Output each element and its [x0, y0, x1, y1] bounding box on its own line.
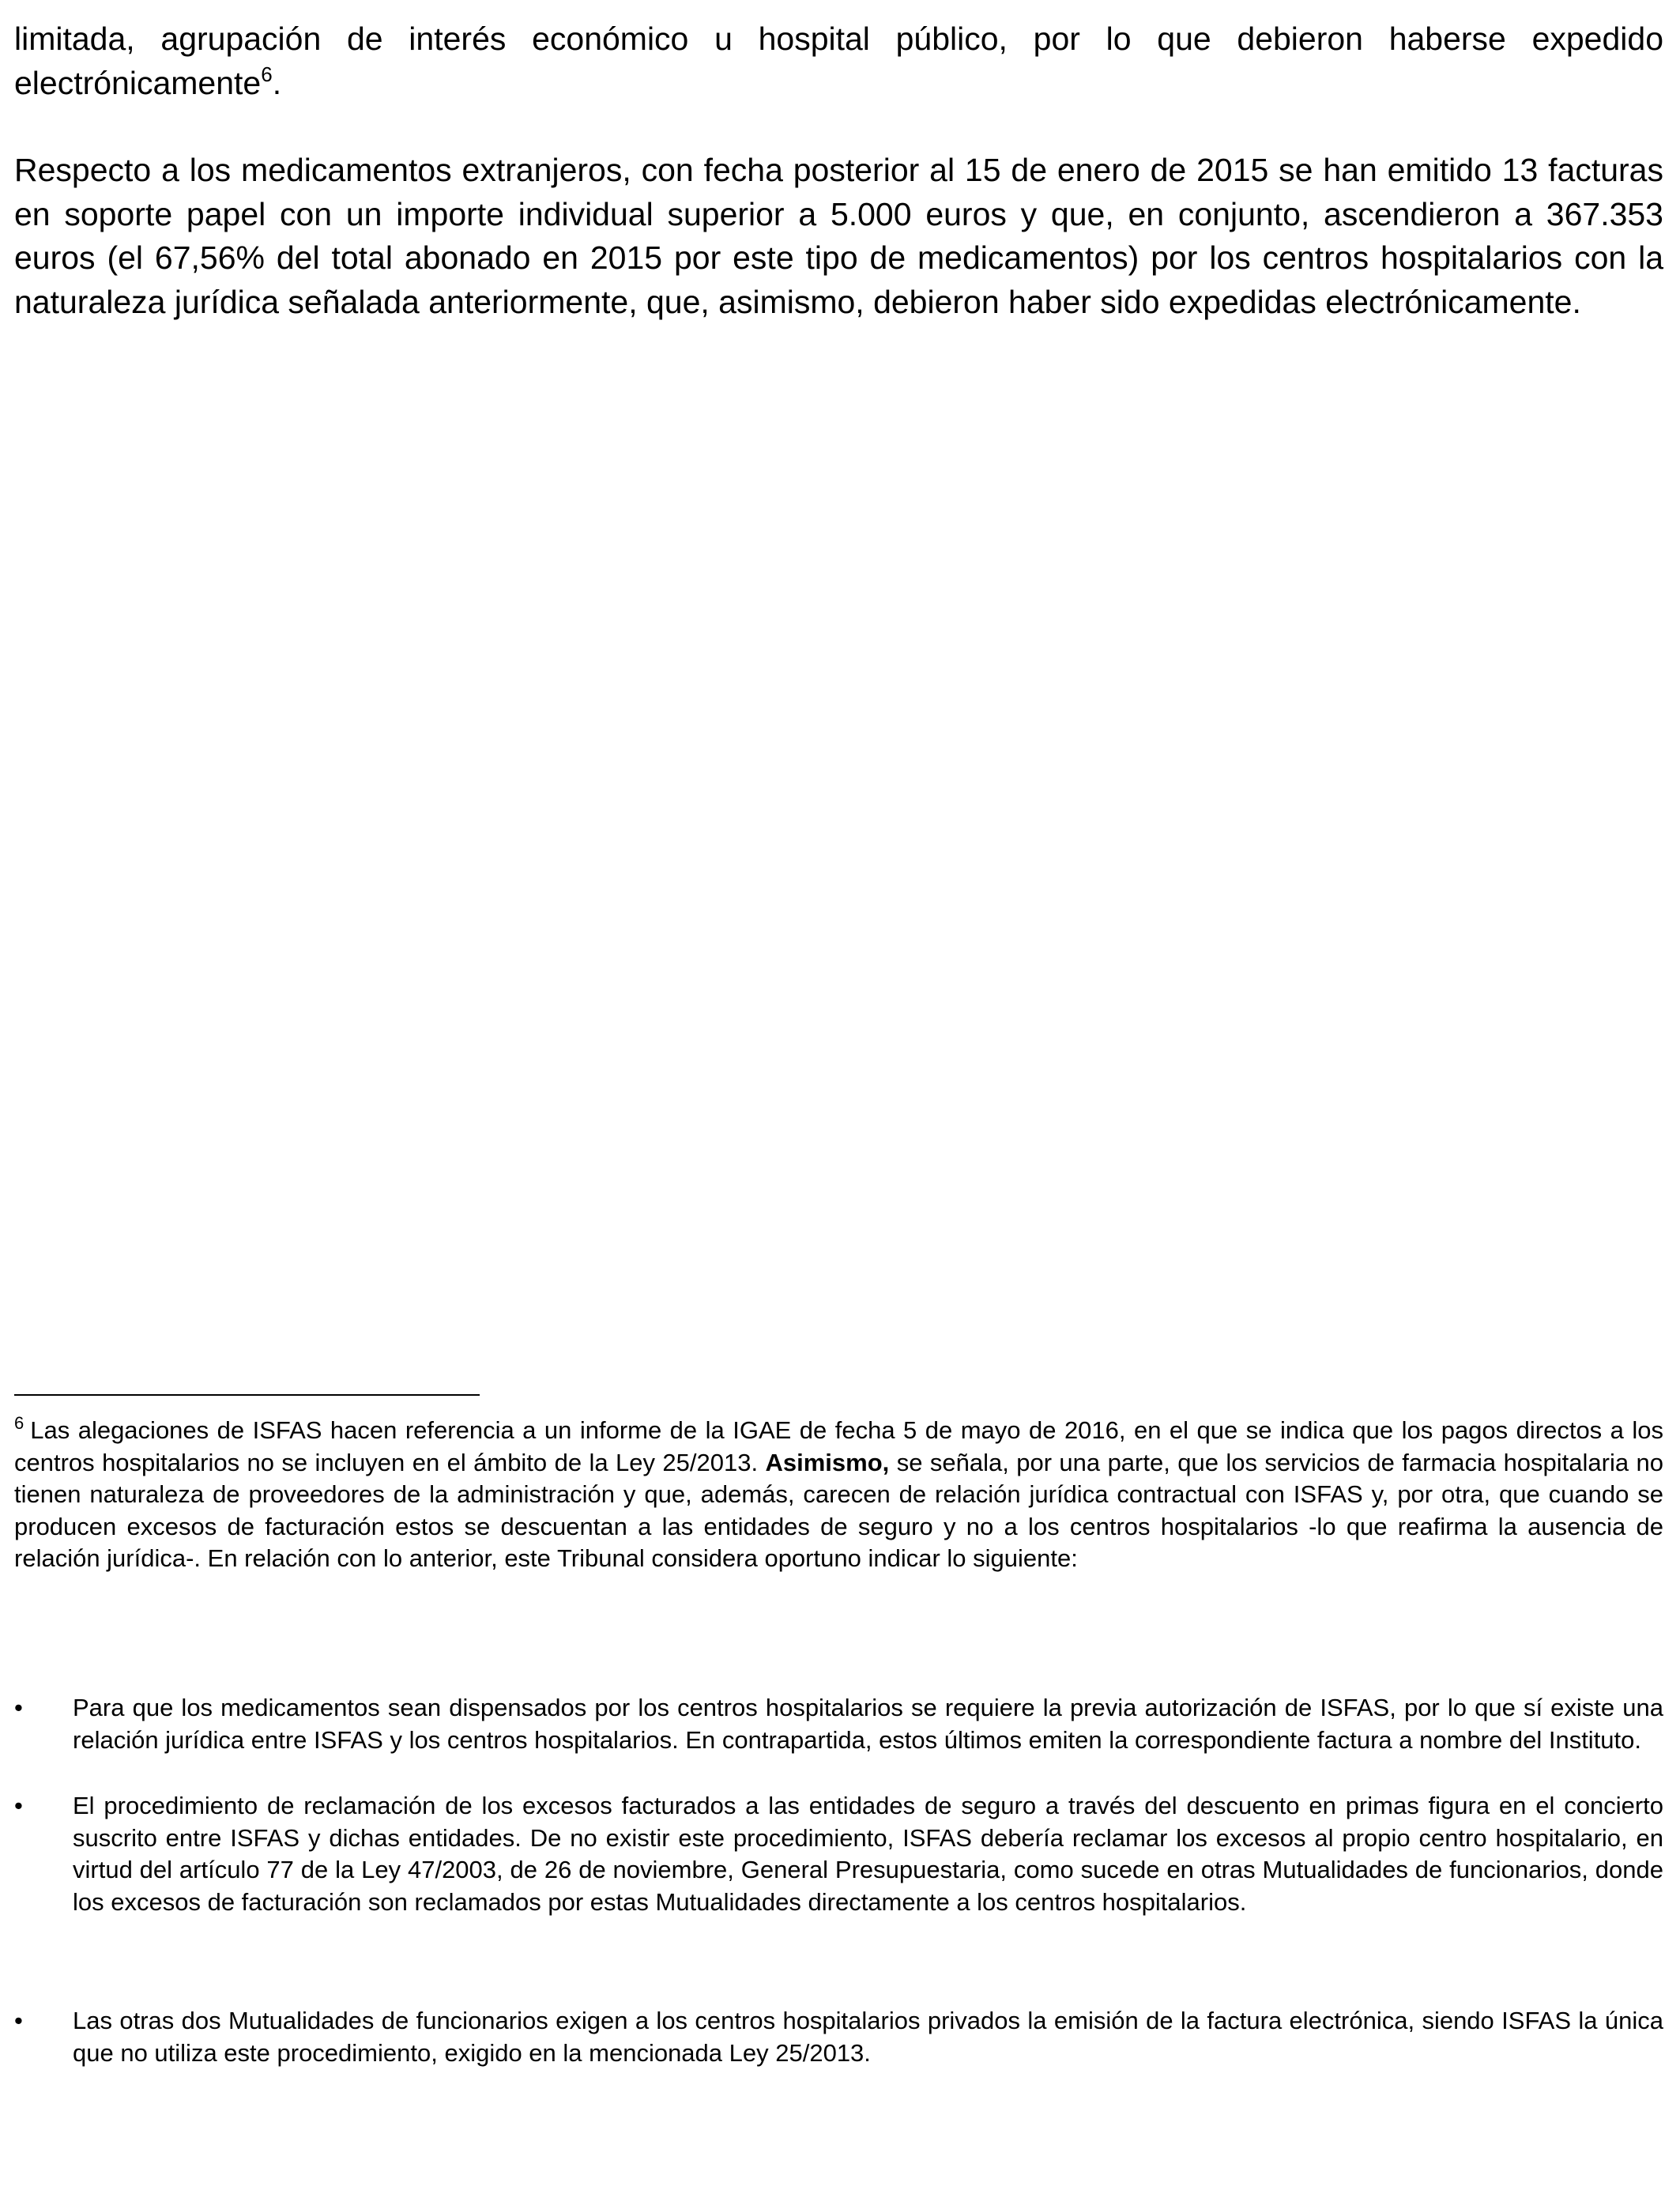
footnote-intro-continuation: se señala, por una parte, que los servicios de farmacia hospitalaria no tienen naturaleza de proveedores de la administración y que, además, carecen de relación jurídica contractual con ISFAS y, por otra, que cuando se producen excesos de facturación estos se descuentan a las entidades de seguro y no a los centros hospitalarios -lo que reafirma la ausencia de relación jurídica-. En relación con lo anterior, este Tribunal considera oportuno indicar lo siguiente:: [14, 1448, 1663, 1572]
footnote-intro: [14, 1415, 1663, 1575]
body-paragraph-1: [14, 17, 1663, 105]
footnote-separator: [14, 1394, 480, 1396]
body-paragraph-2: Respecto a los medicamentos extranjeros, con fecha posterior al 15 de enero de 2015 se han emitido 13 facturas en soporte papel con un importe individual superior a 5.000 euros y que, en conjunto, ascendieron a 367.353 euros (el 67,56% del total abonado en 2015 por este tipo de medicamentos) por los centros hospitalarios con la naturaleza jurídica señalada anteriormente, que, asimismo, debieron haber sido expedidas electrónicamente.: [14, 152, 1663, 320]
bullet-text: Las otras dos Mutualidades de funcionarios exigen a los centros hospitalarios privados la emisión de la factura electrónica, siendo ISFAS la única que no utiliza este procedimiento, exigido en la mencionada Ley 25/2013.: [73, 2007, 1663, 2067]
bullet-text: Para que los medicamentos sean dispensados por los centros hospitalarios se requiere la previa autorización de ISFAS, por lo que sí existe una relación jurídica entre ISFAS y los centros hospitalarios. En contrapartida, estos últimos emiten la correspondiente factura a nombre del Instituto.: [73, 1694, 1663, 1754]
paragraph-1-end: .: [272, 64, 282, 101]
bullet-text: El procedimiento de reclamación de los excesos facturados a las entidades de seguro a través del descuento en primas figura en el concierto suscrito entre ISFAS y dichas entidades. De no existir este procedimiento, ISFAS debería reclamar los excesos al propio centro hospitalario, en virtud del artículo 77 de la Ley 47/2003, de 26 de noviembre, General Presupuestaria, como sucede en otras Mutualidades de funcionarios, donde los excesos de facturación son reclamados por estas Mutualidades directamente a los centros hospitalarios.: [73, 1792, 1663, 1916]
paragraph-1-text: limitada, agrupación de interés económico u hospital público, por lo que debieron haberse expedido electrónicamente: [14, 21, 1663, 101]
footnote-intro-text: Las alegaciones de ISFAS hacen referencia a un informe de la IGAE de fecha 5 de mayo de 2016, en el que se indica que los pagos directos a los centros hospitalarios no se incluyen en el ámbito de la Ley 25/2013.: [14, 1416, 1663, 1476]
bullet-icon: •: [14, 2007, 23, 2034]
footnote-mark: 6: [14, 1413, 24, 1433]
footnote-reference[interactable]: 6: [261, 62, 273, 86]
bullet-icon: •: [14, 1694, 23, 1721]
bullet-icon: •: [14, 1792, 23, 1819]
footnote-bold-word: Asimismo,: [765, 1448, 890, 1476]
